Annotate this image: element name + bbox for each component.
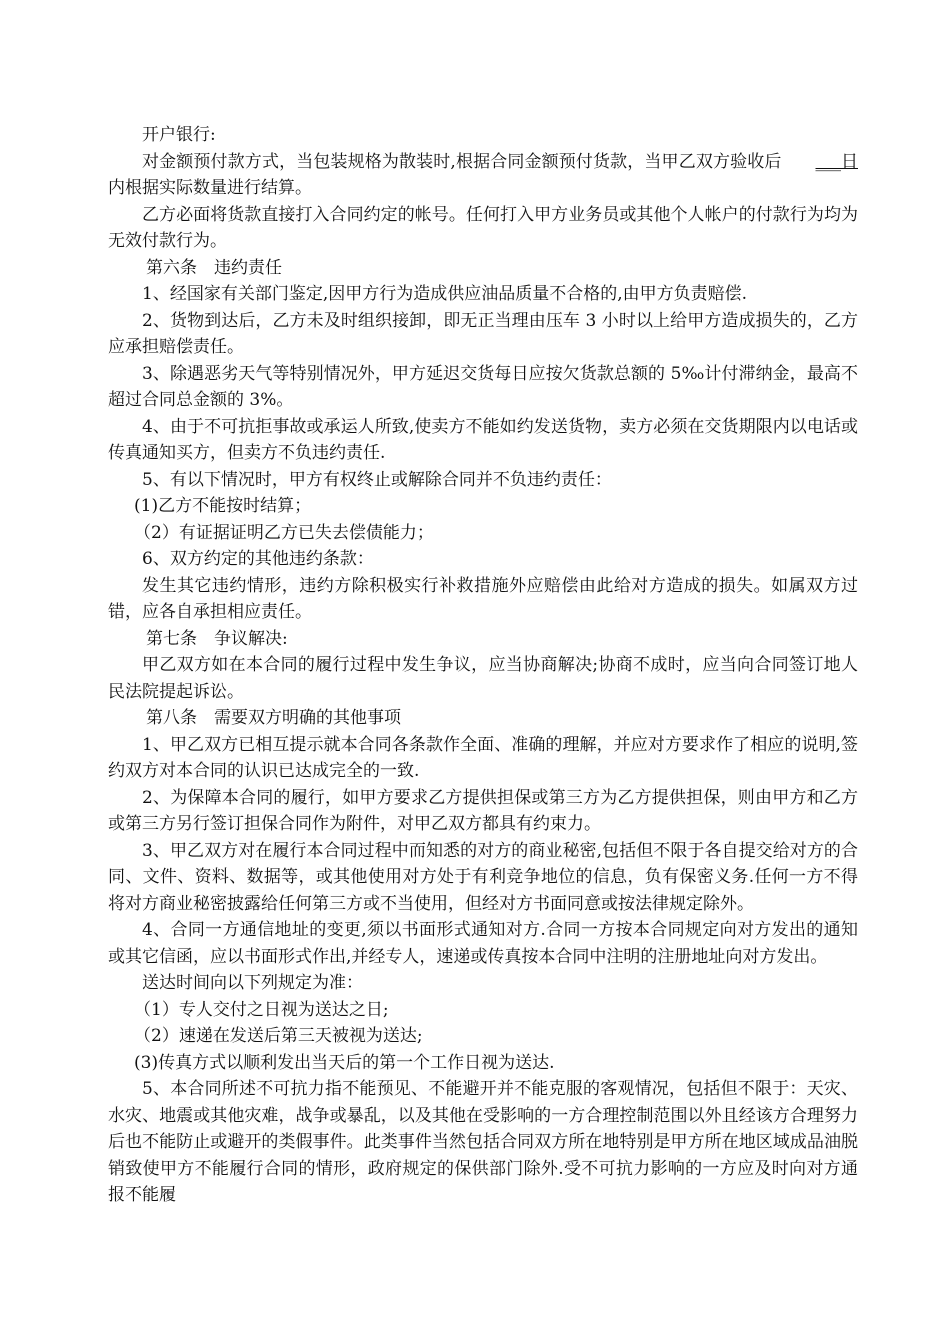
article-8-item-2: 2、为保障本合同的履行，如甲方要求乙方提供担保或第三方为乙方提供担保，则由甲方和乙方或第三方另行签订担保合同作为附件，对甲乙双方都具有约束力。: [108, 787, 858, 834]
article-8-item-1: 1、甲乙双方已相互提示就本合同各条款作全面、准确的理解，并应对方要求作了相应的说明,签约双方对本合同的认识已达成完全的一致.: [108, 734, 858, 781]
article-6-item-2: 2、货物到达后，乙方未及时组织接卸，即无正当理由压车 3 小时以上给甲方造成损失的，乙方应承担赔偿责任。: [108, 310, 858, 357]
article-6-item-5-sub-1: (1)乙方不能按时结算；: [134, 496, 312, 516]
article-8-delivery-rules: 送达时间向以下列规定为准：: [142, 973, 363, 993]
article-6-item-5: 5、有以下情况时，甲方有权终止或解除合同并不负违约责任：: [142, 469, 612, 490]
prepayment-text-before: 对金额预付款方式，当包装规格为散装时,根据合同金额预付货款，当甲乙双方验收后: [142, 151, 782, 172]
article-6-item-4: 4、由于不可抗拒事故或承运人所致,使卖方不能如约发送货物，卖方必须在交货期限内以电话或传真通知买方，但卖方不负违约责任.: [108, 416, 858, 463]
contract-body: [108, 122, 858, 1209]
days-blank-field: ___日: [815, 151, 858, 172]
article-8-delivery-rule-1: （1）专人交付之日视为送达之日;: [134, 999, 389, 1020]
paragraph-payment-account: 乙方必面将货款直接打入合同约定的帐号。任何打入甲方业务员或其他个人帐户的付款行为均为无效付款行为。: [108, 204, 858, 251]
article-6-item-1: 1、经国家有关部门鉴定,因甲方行为造成供应油品质量不合格的,由甲方负责赔偿.: [142, 284, 748, 304]
article-6-item-3: 3、除遇恶劣天气等特别情况外，甲方延迟交货每日应按欠货款总额的 5‰计付滞纳金，最高不超过合同总金额的 3%。: [108, 363, 858, 410]
article-8-delivery-rule-2: （2）速递在发送后第三天被视为送达;: [134, 1026, 423, 1046]
article-6-heading: 第六条 违约责任: [146, 257, 282, 278]
article-7-body: 甲乙双方如在本合同的履行过程中发生争议，应当协商解决;协商不成时，应当向合同签订地人民法院提起诉讼。: [108, 655, 858, 702]
article-8-item-4: 4、合同一方通信地址的变更,须以书面形式通知对方.合同一方按本合同规定向对方发出的通知或其它信函，应以书面形式作出,并经专人，速递或传真按本合同中注明的注册地址向对方发出。: [108, 920, 858, 967]
article-6-item-6-detail: 发生其它违约情形，违约方除积极实行补救措施外应赔偿由此给对方造成的损失。如属双方过错，应各自承担相应责任。: [108, 575, 858, 622]
paragraph-prepayment: [108, 149, 858, 202]
article-6-item-6: 6、双方约定的其他违约条款：: [142, 549, 374, 569]
article-8-delivery-rule-3: (3)传真方式以顺利发出当天后的第一个工作日视为送达.: [134, 1052, 555, 1073]
article-7-heading: 第七条 争议解决:: [146, 628, 288, 649]
paragraph-bank: 开户银行:: [142, 125, 216, 145]
article-8-heading: 第八条 需要双方明确的其他事项: [146, 708, 401, 728]
article-8-item-3: 3、甲乙双方对在履行本合同过程中而知悉的对方的商业秘密,包括但不限于各自提交给对方的合同、文件、资料、数据等，或其他使用对方处于有利竞争地位的信息，负有保密义务.任何一方不得将对方商业秘密披露给任何第三方或不当使用，但经对方书面同意或按法律规定除外。: [108, 840, 858, 914]
article-8-item-5: 5、本合同所述不可抗力指不能预见、不能避开并不能克服的客观情况，包括但不限于：天灾、水灾、地震或其他灾难，战争或暴乱，以及其他在受影响的一方合理控制范围以外且经该方合理努力后也不能防止或避开的类假事件。此类事件当然包括合同双方所在地特别是甲方所在地区域成品油脱销致使甲方不能履行合同的情形，政府规定的保供部门除外.受不可抗力影响的一方应及时向对方通报不能履: [108, 1079, 858, 1205]
article-6-item-5-sub-2: （2）有证据证明乙方已失去偿债能力；: [134, 522, 434, 543]
prepayment-text-after: 内根据实际数量进行结算。: [108, 178, 312, 198]
